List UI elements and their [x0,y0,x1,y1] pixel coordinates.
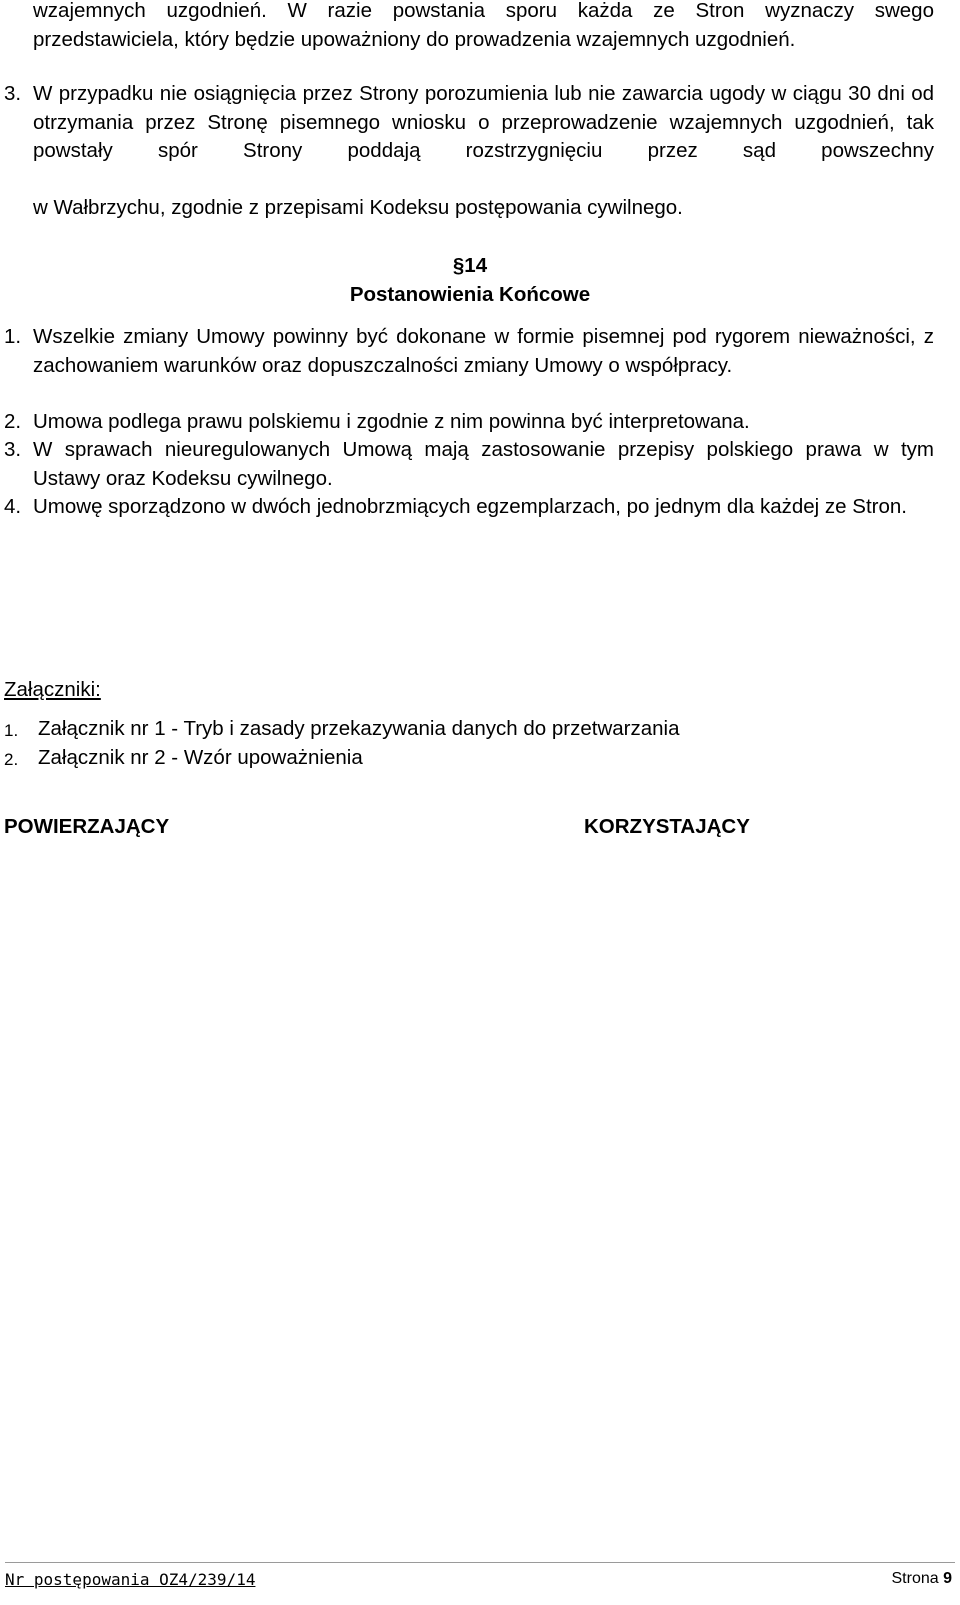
attachment-1-number: 1. [4,721,19,740]
signature-right-label: KORZYSTAJĄCY [584,815,750,838]
continuation-paragraph: wzajemnych uzgodnień. W razie powstania sporu każda ze Stron wyznaczy swego przedstawiciela, który będzie upoważniony do prowadzenia wzajemnych uzgodnień. [33,0,934,51]
prev-item-3-number: 3. [4,82,22,105]
footer-page-label: Strona [891,1570,939,1587]
footer-divider [5,1562,955,1563]
section-number: §14 [452,254,488,277]
item-3-text: W sprawach nieuregulowanych Umową mają zastosowanie przepisy polskiego prawa w tym Ustawy oraz Kodeksu cywilnego. [33,438,934,490]
footer-page-number [892,1570,953,1588]
item-2-number: 2. [4,410,22,433]
item-4-text: Umowę sporządzono w dwóch jednobrzmiących egzemplarzach, po jednym dla każdej ze Stron. [33,495,907,518]
item-1-text: Wszelkie zmiany Umowy powinny być dokonane w formie pisemnej pod rygorem nieważności, z zachowaniem warunków oraz dopuszczalności zmiany Umowy o współpracy. [33,325,934,377]
section-title: Postanowienia Końcowe [349,283,591,306]
footer-case-number: Nr postępowania OZ4/239/14 [5,1570,256,1589]
attachment-1-text: Załącznik nr 1 - Tryb i zasady przekazywania danych do przetwarzania [38,717,680,740]
footer-page-value: 9 [943,1570,952,1587]
signature-left-label: POWIERZAJĄCY [4,815,170,838]
attachment-2-number: 2. [4,750,19,769]
attachment-2-text: Załącznik nr 2 - Wzór upoważnienia [38,746,363,769]
attachments-heading: Załączniki: [4,678,101,701]
item-3-number: 3. [4,438,22,461]
item-1-number: 1. [4,325,22,348]
item-2-text: Umowa podlega prawu polskiemu i zgodnie z nim powinna być interpretowana. [33,410,750,433]
prev-item-3-text: W przypadku nie osiągnięcia przez Strony porozumienia lub nie zawarcia ugody w ciągu 30 dni od otrzymania przez Stronę pisemnego wniosku o przeprowadzenie wzajemnych uzgodnień, tak powstały spór Strony poddają rozstrzygnięciu przez sąd powszechny [33,82,934,162]
item-4-number: 4. [4,495,22,518]
prev-item-3-last-line: w Wałbrzychu, zgodnie z przepisami Kodeksu postępowania cywilnego. [33,196,683,219]
